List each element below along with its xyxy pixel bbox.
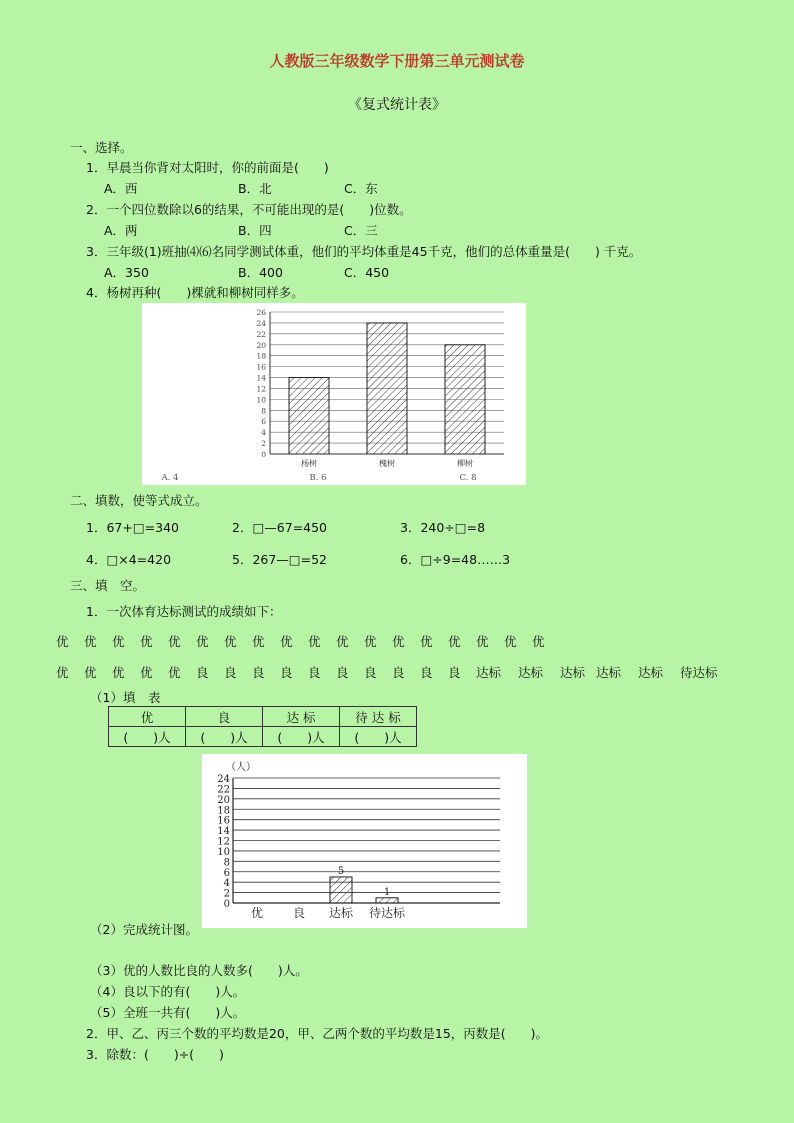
x-category-label: 达标 [328,906,354,920]
grade-item: 优 [448,634,461,649]
y-tick-label: 8 [261,406,266,416]
grade-item: 优 [168,665,181,680]
table-header: 待 达 标 [340,707,417,727]
grade-item: 优 [504,634,517,649]
part-5-text: （5）全班一共有( )人。 [90,1005,246,1020]
grade-item: 优 [476,634,489,649]
grade-item: 优 [308,634,321,649]
document-title: 人教版三年级数学下册第三单元测试卷 [269,52,525,70]
grade-item: 达标 [518,665,544,680]
grade-item: 达标 [596,665,622,680]
table-cell[interactable]: ( )人 [109,727,186,747]
grade-item: 良 [448,665,461,680]
y-tick-label: 20 [256,340,266,350]
bar [289,378,329,454]
bar [367,323,407,454]
q3-option-c: C．450 [344,265,390,280]
grade-item: 待达标 [680,665,718,680]
document-subtitle: 《复式统计表》 [348,97,446,113]
y-tick-label: 16 [256,362,266,372]
y-tick-label: 24 [256,318,266,328]
equation-5: 5．267—□=52 [232,552,328,567]
grade-item: 优 [168,634,181,649]
x-category-label: 待达标 [368,906,406,920]
question-1: 1．早晨当你背对太阳时，你的前面是( ) [86,160,329,175]
y-tick-label: 24 [217,774,230,785]
x-category-label: 优 [250,906,264,920]
equation-3: 3．240÷□=8 [400,520,486,535]
section-3-question-1: 1．一次体育达标测试的成绩如下： [86,604,282,619]
bar-value-label: 5 [337,865,345,877]
grade-item: 优 [56,665,69,680]
section-3-question-2: 2．甲、乙、丙三个数的平均数是20，甲、乙两个数的平均数是15，丙数是( )。 [86,1026,549,1041]
grade-item: 优 [364,634,377,649]
tree-chart [142,303,526,485]
x-category-label: 柳树 [457,459,473,468]
grades-row-1 [0,632,794,650]
q2-option-c: C．三 [344,223,378,238]
q2-option-b: B．四 [238,223,272,238]
y-tick-label: 12 [256,384,266,394]
grade-item: 良 [392,665,405,680]
grade-bar-chart [202,754,527,928]
answer-option-label: C. 8 [459,473,477,483]
grade-item: 优 [224,634,237,649]
y-tick-label: 4 [261,428,266,438]
question-4: 4．杨树再种( )棵就和柳树同样多。 [86,285,304,300]
q2-option-a: A．两 [104,223,138,238]
y-tick-label: 26 [256,308,266,317]
y-tick-label: 0 [261,450,266,459]
bar [445,345,485,454]
tree-bar-chart [142,303,526,485]
answer-option-label: B. 6 [309,473,327,483]
x-category-label: 槐树 [379,459,395,468]
section-2-heading: 二、填数，使等式成立。 [70,493,208,508]
grade-item: 良 [336,665,349,680]
grade-item: 达标 [638,665,664,680]
grades-row-2 [0,663,794,681]
y-tick-label: 2 [261,439,266,449]
grade-item: 良 [308,665,321,680]
grade-item: 良 [224,665,237,680]
part-2-text: （2）完成统计图。 [90,922,198,937]
section-3-question-3: 3．除数：( )÷( ) [86,1047,224,1062]
grade-item: 优 [140,665,153,680]
y-tick-label: 22 [217,784,230,796]
question-3: 3．三年级(1)班抽⑷⑹名同学测试体重，他们的平均体重是45千克，他们的总体重量是( ) 千克。 [86,244,642,259]
y-tick-label: 18 [217,805,230,817]
equation-2: 2．□—67=450 [232,520,328,535]
grade-item: 良 [420,665,433,680]
grade-item: 优 [56,634,69,649]
q1-option-b: B．北 [238,181,272,196]
equation-6: 6．□÷9=48……3 [400,552,511,567]
q1-option-a: A．西 [104,181,138,196]
grade-item: 优 [336,634,349,649]
grade-item: 良 [196,665,209,680]
bar-value-label: 1 [383,886,391,898]
part-3-text: （3）优的人数比良的人数多( )人。 [90,963,308,978]
grade-item: 优 [196,634,209,649]
y-tick-label: 6 [223,867,230,879]
q3-option-a: A．350 [104,265,149,280]
y-tick-label: 16 [217,815,230,827]
grade-item: 优 [112,665,125,680]
y-tick-label: 8 [223,857,230,869]
grade-item: 良 [364,665,377,680]
part-4-text: （4）良以下的有( )人。 [90,984,246,999]
equation-1: 1．67+□=340 [86,520,179,535]
q1-option-c: C．东 [344,181,378,196]
grade-table [108,706,417,747]
table-cell[interactable]: ( )人 [340,727,417,747]
y-tick-label: 12 [217,836,230,848]
y-axis-unit: （人） [226,762,256,773]
equation-4: 4．□×4=420 [86,552,172,567]
grade-item: 优 [252,634,265,649]
table-header: 良 [186,707,263,727]
y-tick-label: 10 [217,846,230,858]
grade-chart [202,754,527,928]
grade-item: 优 [392,634,405,649]
grade-item: 达标 [560,665,586,680]
grade-item: 良 [280,665,293,680]
x-category-label: 杨树 [301,459,317,468]
bar [330,877,352,903]
table-cell[interactable]: ( )人 [186,727,263,747]
answer-option-label: A. 4 [161,473,179,483]
table-header: 达 标 [263,707,340,727]
grade-item: 优 [280,634,293,649]
x-category-label: 良 [292,906,306,920]
grade-item: 优 [112,634,125,649]
grade-item: 优 [84,665,97,680]
section-3-heading: 三、填 空。 [70,578,146,593]
y-tick-label: 14 [256,373,266,383]
grade-item: 优 [140,634,153,649]
y-tick-label: 10 [256,395,266,405]
question-2: 2．一个四位数除以6的结果，不可能出现的是( )位数。 [86,202,412,217]
table-cell[interactable]: ( )人 [263,727,340,747]
y-tick-label: 14 [217,826,230,838]
q3-option-b: B．400 [238,265,283,280]
section-1-heading: 一、选择。 [70,140,133,155]
y-tick-label: 20 [217,794,230,806]
y-tick-label: 22 [256,329,266,339]
grade-item: 优 [532,634,545,649]
y-tick-label: 0 [223,899,230,910]
grade-item: 良 [252,665,265,680]
grade-item: 达标 [476,665,502,680]
y-tick-label: 18 [256,351,266,361]
grade-item: 优 [84,634,97,649]
y-tick-label: 4 [223,878,230,890]
table-header: 优 [109,707,186,727]
y-tick-label: 2 [223,888,230,900]
y-tick-label: 6 [261,417,266,427]
bar [376,898,398,903]
fill-table-label: （1）填 表 [90,690,161,705]
grade-item: 优 [420,634,433,649]
